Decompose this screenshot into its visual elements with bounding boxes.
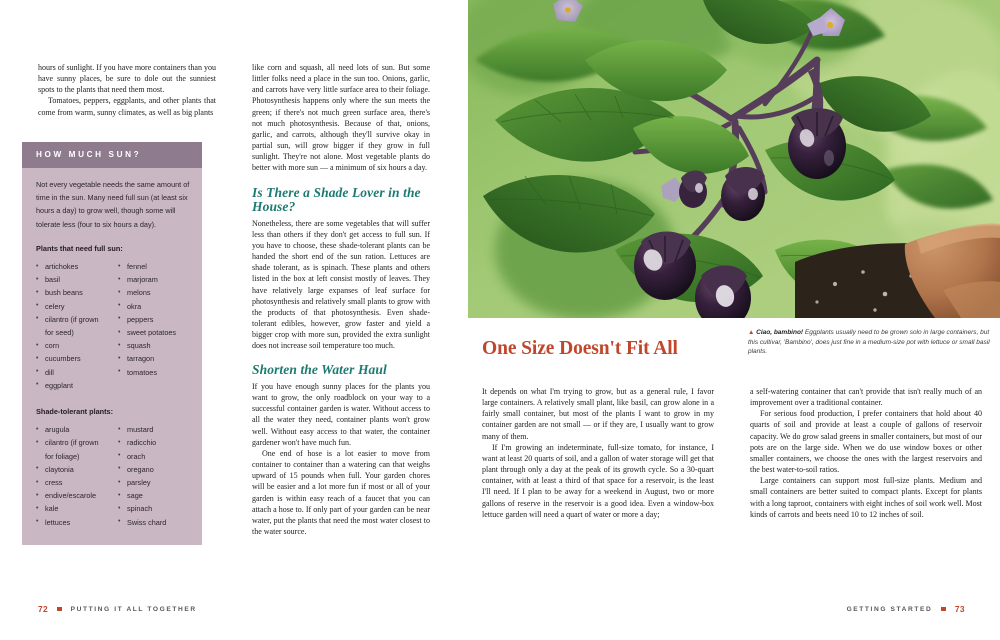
list-item: • sweet potatoes [118,326,190,339]
list-item: • lettuces [36,516,108,529]
paragraph: One end of hose is a lot easier to move from container to container than a watering can that weighs upward of 15 pounds when full. Your garden chores will be easier and a lot more fun if most or all of your garden is within easy reach of a faucet that you can attach a hose to. If only part of your garden can be near water, put the plants that need the most water closest to the water source. [252,448,430,536]
paragraph: Tomatoes, peppers, eggplants, and other plants that come from warm, sunny climates, as well as big plants [38,96,216,117]
paragraph: like corn and squash, all need lots of sun. But some littler folks need a place in the sun too. Onions, garlic, and carrots have very little surface area to their foliage. Photosynthesis happens only where the sun meets the green; if there's not much green surface area, there's not much photosynthesis. Because of that, onions, garlic, and carrots, although they'll survive okay in partial sun, will grow bigger if they grow in full sunlight. They're not alone. Most vegetable plants do better with more sun — a minimum of six hours a day. [252,63,430,173]
shade-list-right [118,423,190,529]
sidebar-intro-text: Not every vegetable needs the same amount of time in the sun. Many need full sun (at least six hours a day) to grow well, though some will tolerate less (four to six hours a day). [36,180,190,229]
sidebar-full-sun-lists [36,260,190,392]
photo-caption [748,328,994,357]
sidebar-body [22,168,202,545]
list-item: • melons [118,286,190,299]
list-item: • corn [36,339,108,352]
square-bullet-icon [57,607,62,612]
paragraph: It depends on what I'm trying to grow, but as a general rule, I favor large containers. A relatively small plant, like basil, can grow alone in a fairly small container, but most of the plants I want to grow in my container garden are not small — or if they are, I usually want to grow many of them. [482,387,714,441]
photo-gutter [465,0,468,318]
page-number: 73 [954,604,965,614]
right-page [465,0,1000,640]
right-column-a [482,386,714,520]
sidebar-title: HOW MUCH SUN? [22,142,202,168]
full-sun-list-left [36,260,108,392]
list-item-continuation: for foliage) [45,451,80,461]
list-item: • celery [36,300,108,313]
running-head: PUTTING IT ALL TOGETHER [70,605,197,613]
sidebar-full-sun-title: Plants that need full sun: [36,243,123,253]
list-item: • tomatoes [118,366,190,379]
list-item: • parsley [118,476,190,489]
list-item: • marjoram [118,273,190,286]
left-column-b [252,62,430,537]
list-item: • eggplant [36,379,108,392]
list-item: • sage [118,489,190,502]
list-item: • cilantro (if grown [36,436,108,449]
running-head: GETTING STARTED [846,605,933,613]
list-item: • cress [36,476,108,489]
list-item: • kale [36,502,108,515]
paragraph: For serious food production, I prefer containers that hold about 40 quarts of soil and provide at least a couple of gallons of reservoir capacity. We do grow salad greens in smaller containers, but most of our pots are on the large side. When we do use window boxes or other smaller containers, we choose the ones with the largest reservoirs and the best water-to-soil ratios. [750,409,982,475]
page-number: 72 [38,604,49,614]
list-item: • Swiss chard [118,516,190,529]
list-item: • spinach [118,502,190,515]
list-item: • artichokes [36,260,108,273]
sidebar-shade-title: Shade-tolerant plants: [36,407,114,417]
caption-text: Eggplants usually need to be grown solo in large containers, but this cultivar, 'Bambino', does just fine in a medium-size pot with lettuce or small basil plants. [748,329,990,356]
list-item: • tarragon [118,352,190,365]
paragraph: hours of sunlight. If you have more containers than you have sunny places, be sure to dole out the sunniest spots to the plants that need them most. [38,63,216,95]
list-item: • orach [118,450,190,463]
right-page-text-columns [482,386,982,576]
list-item: • bush beans [36,286,108,299]
left-page [0,0,465,640]
list-item: • dill [36,366,108,379]
list-item: • radicchio [118,436,190,449]
spacer [36,392,190,405]
shade-list-left [36,423,108,529]
list-item: • basil [36,273,108,286]
list-item: • oregano [118,463,190,476]
list-item: • arugula [36,423,108,436]
section-heading-shade-lover: Is There a Shade Lover in the House? [252,184,421,215]
right-page-footer [847,604,965,614]
triangle-marker-icon: ▲ [748,329,755,336]
right-column-b [750,386,982,520]
list-item: • fennel [118,260,190,273]
photo-artwork [465,0,1000,318]
paragraph: Large containers can support most full-size plants. Medium and small containers are better suited to compact plants. Except for plants with a long taproot, containers with eight inches of soil work well. Most kinds of carrots and beets need 10 to 12 inches of soil. [750,476,982,519]
sidebar-how-much-sun [22,142,202,545]
list-item: • mustard [118,423,190,436]
caption-lead: Ciao, bambino! [756,329,804,336]
paragraph: a self-watering container that can't provide that isn't really much of an improvement over a traditional container. [750,387,982,408]
section-heading-water-haul: Shorten the Water Haul [252,362,387,378]
paragraph: If you have enough sunny places for the plants you want to grow, the only roadblock on your way to a successful container garden is water. Without access to all the water they need, container plants won't grow well. Without easy access to that water, the container gardener won't have much fun. [252,381,430,447]
paragraph: Nonetheless, there are some vegetables that will suffer less than others if they don't get access to full sun. If you have to choose, these shade-tolerant plants can be handed the short end of the sun ration. Lettuces are shade tolerant, as is spinach. These plants and others listed in the box at left consist mostly of leaves. They have relatively large expanses of leaf surface for photosynthesis and relatively small plants to grow with the products of that photosynthesis. Even shade-tolerant edibles, however, grow faster and yield a bigger crop with more sun, provided the extra sunlight does not increase soil temperature too much. [252,218,430,351]
list-item: • claytonia [36,463,108,476]
left-page-footer [38,604,197,614]
square-bullet-icon [941,607,946,612]
list-item-continuation: for seed) [45,328,74,338]
eggplant-plant-photo [465,0,1000,318]
full-sun-list-right [118,260,190,392]
list-item: • okra [118,300,190,313]
list-item: • endive/escarole [36,489,108,502]
list-item: • cucumbers [36,352,108,365]
paragraph: If I'm growing an indeterminate, full-size tomato, for instance, I want at least 20 quarts of soil, and a gallon of water storage will get that plant through only a day at the peak of its growth cycle. So a 30-quart container, with at least a third of that space for a reservoir, is the least I'll need. If I plan to be away for a weekend in August, two or more gallons of reserve in the reservoir is a good idea. Even a window-box lettuce garden will need a quart of water or more a day; [482,442,714,519]
article-headline: One Size Doesn't Fit All [482,338,678,359]
left-column-a [38,62,216,118]
sidebar-shade-lists [36,423,190,529]
list-item: • peppers [118,313,190,326]
list-item: • squash [118,339,190,352]
list-item: • cilantro (if grown [36,313,108,326]
